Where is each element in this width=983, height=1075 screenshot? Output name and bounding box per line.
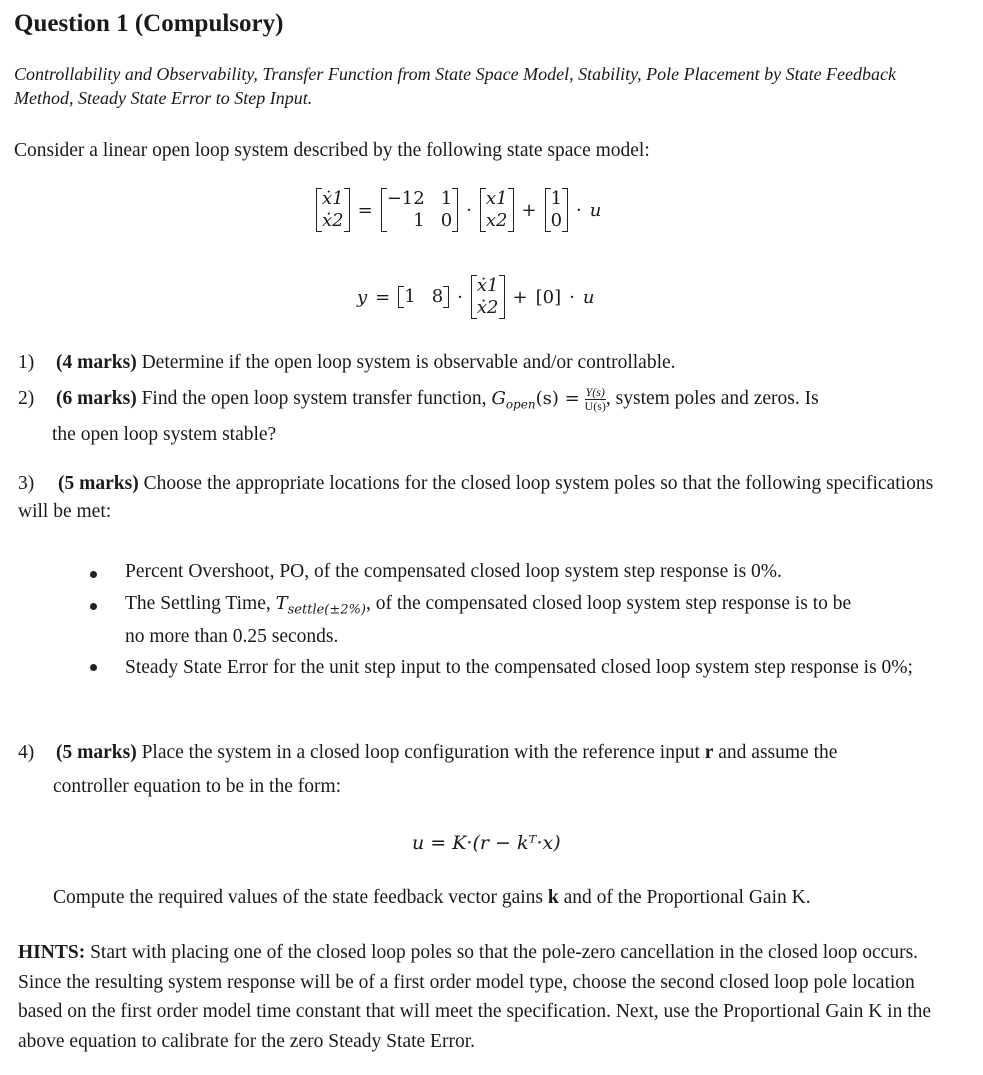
g-symbol: G (491, 387, 506, 409)
a21: 1 (413, 210, 425, 231)
controller-equation: u = K·(r − kᵀ·x) (412, 832, 561, 854)
fraction-denominator: U(s) (584, 399, 606, 413)
q3-text: Choose the appropriate locations for the closed loop system poles so that the following specifications will be met: (18, 473, 934, 522)
matrix-a (381, 188, 458, 232)
plus-sign: + (512, 286, 528, 308)
q2-marks: (6 marks) (56, 387, 137, 409)
equals-sign: = (375, 286, 391, 308)
hints (18, 938, 938, 1056)
q2-number: 2) (18, 387, 35, 409)
q2 (18, 386, 819, 413)
plus-sign: + (521, 199, 537, 221)
q1 (18, 352, 676, 374)
matrix-b (545, 188, 568, 232)
compute-text-a: Compute the required values of the state feedback vector gains (53, 887, 544, 908)
xdot2: ẋ2 (476, 297, 499, 318)
reference-r: r (704, 742, 714, 763)
bullet-dot (90, 603, 97, 610)
a12: 1 (440, 188, 453, 209)
gain-vector-k: k (547, 887, 559, 908)
state-vector (480, 188, 514, 232)
q4-text: Place the system in a closed loop configuration with the reference input (141, 742, 700, 763)
xdot1: ẋ1 (476, 275, 499, 296)
intro-text: Consider a linear open loop system described by the following state space model: (14, 140, 650, 161)
spec-steady-state: Steady State Error for the unit step input to the compensated closed loop system step response is 0%; (125, 657, 913, 678)
xdot2: ẋ2 (322, 210, 344, 231)
b2: 0 (550, 210, 563, 231)
dot-operator: · (466, 199, 472, 221)
q2-text-line2: the open loop system stable? (52, 424, 277, 445)
xdot1: ẋ1 (322, 188, 344, 209)
transfer-fraction (585, 386, 606, 413)
g-argument: (s) = (535, 387, 580, 409)
matrix-d: [0] (535, 286, 562, 308)
q4-text-line2: controller equation to be in the form: (53, 776, 342, 797)
q1-text: Determine if the open loop system is observable and/or controllable. (141, 352, 676, 373)
b1: 1 (550, 188, 563, 209)
dot-operator: · (569, 286, 575, 308)
a11: −12 (386, 188, 425, 209)
q3-number: 3) (18, 473, 35, 494)
output-y: y (357, 286, 368, 308)
x1: x1 (485, 188, 508, 209)
compute-text-b: and of the Proportional Gain K. (563, 887, 811, 908)
t-subscript: settle(±2%) (287, 602, 366, 618)
state-equation (316, 188, 601, 232)
hints-text: Start with placing one of the closed loop poles so that the pole-zero cancellation in the closed loop occurs. Since the resulting system response will be of a first order model type, choose the second closed loop pole location based on the first order model time constant that will meet the specification. Next, use the Proportional Gain K in the above equation to calibrate for the zero Steady State Error. (18, 942, 932, 1052)
compute-text (53, 887, 811, 909)
q4 (18, 742, 837, 764)
bullet-dot (90, 571, 97, 578)
q3 (18, 470, 948, 526)
state-derivative-vector (316, 188, 350, 232)
fraction-numerator: Y(s) (585, 385, 605, 399)
spec-settling-time (125, 593, 851, 618)
g-subscript: open (505, 397, 536, 412)
a22: 0 (440, 210, 453, 231)
bullet-dot (90, 664, 97, 671)
dot-operator: · (576, 199, 582, 221)
input-u: u (582, 286, 595, 308)
q3-marks: (5 marks) (58, 473, 139, 494)
c2: 8 (431, 286, 444, 307)
spec-overshoot: Percent Overshoot, PO, of the compensated closed loop system step response is 0%. (125, 561, 782, 582)
question-title: Question 1 (Compulsory) (14, 10, 284, 37)
q2-text-continued: , system poles and zeros. Is (605, 387, 819, 409)
x2: x2 (485, 210, 508, 231)
settling-text-continued: , of the compensated closed loop system step response is to be (365, 593, 852, 614)
c1: 1 (404, 286, 416, 307)
q4-marks: (5 marks) (56, 742, 137, 763)
equals-sign: = (357, 199, 373, 221)
matrix-c (398, 286, 449, 308)
q2-text: Find the open loop system transfer function, (141, 387, 487, 409)
input-u: u (589, 199, 602, 221)
q4-text-continued: and assume the (718, 742, 838, 763)
output-equation (357, 275, 594, 319)
q4-number: 4) (18, 742, 35, 763)
dot-operator: · (457, 286, 463, 308)
q1-number: 1) (18, 352, 35, 373)
q1-marks: (4 marks) (56, 352, 137, 373)
hints-label: HINTS: (18, 942, 86, 963)
output-state-vector (471, 275, 505, 319)
topic-subtitle: Controllability and Observability, Transfer Function from State Space Model, Stability, Pole Placement by State Feedback Method, Steady State Error to Step Input. (14, 64, 897, 108)
settling-text: The Settling Time, (125, 593, 271, 614)
spec-settling-time-line2: no more than 0.25 seconds. (125, 626, 339, 647)
t-symbol: T (275, 593, 288, 614)
